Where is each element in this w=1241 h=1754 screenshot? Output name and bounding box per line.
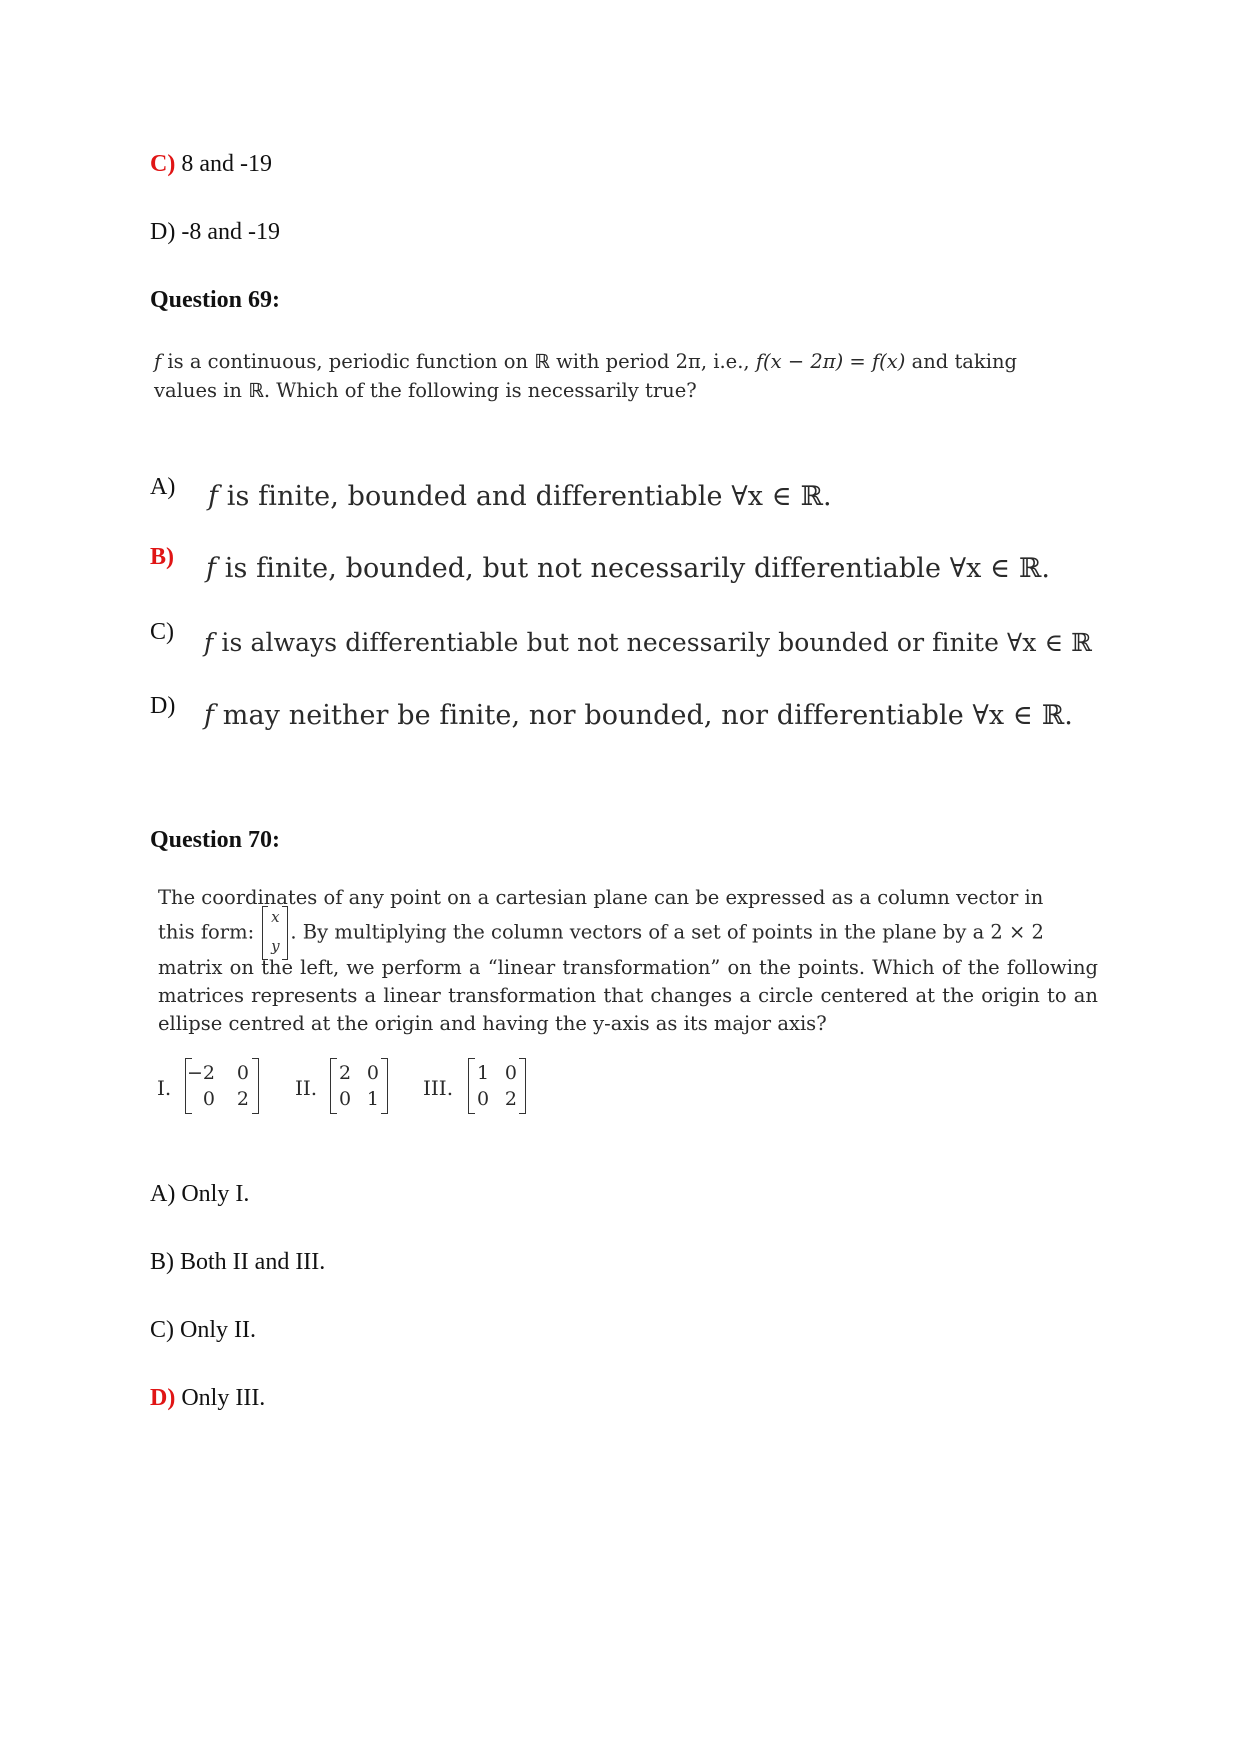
question-69-body — [154, 347, 1017, 405]
option-text: Only I. — [181, 1181, 250, 1207]
option-label: A) — [150, 474, 176, 500]
question-70-heading: Question 70: — [150, 827, 281, 853]
option-text: Both II and III. — [180, 1249, 326, 1275]
option-label: D) — [150, 1385, 176, 1411]
option-text: 8 and -19 — [181, 151, 272, 177]
option-text: f may neither be finite, nor bounded, nor differentiable ∀x ∈ ℝ. — [204, 700, 1073, 731]
q70-option-a — [150, 1182, 249, 1206]
option-label: B) — [150, 1249, 174, 1275]
option-label: C) — [150, 1317, 174, 1343]
matrix-i: −2 0 0 2 — [185, 1058, 259, 1114]
matrix-label: III. — [423, 1076, 454, 1100]
option-text: Only III. — [181, 1385, 266, 1411]
option-label: C) — [150, 619, 174, 645]
question-69-heading: Question 69: — [150, 287, 281, 313]
question-69-body-line-2: values in ℝ. Which of the following is necessarily true? — [154, 379, 697, 402]
matrix-label: I. — [157, 1076, 172, 1100]
column-vector: x y — [262, 906, 288, 960]
option-text: f is finite, bounded and differentiable ∀x ∈ ℝ. — [208, 481, 832, 512]
matrix-label: II. — [295, 1076, 318, 1100]
question-70-body — [158, 883, 1098, 1038]
question-70-body-line-1: The coordinates of any point on a cartesian plane can be expressed as a column vector in — [158, 886, 1044, 909]
prev-option-c — [150, 152, 272, 176]
q70-option-c — [150, 1318, 256, 1342]
option-text: f is always differentiable but not necessarily bounded or finite ∀x ∈ ℝ — [204, 628, 1092, 657]
question-70-body-rest: matrix on the left, we perform a “linear transformation” on the points. Which of the following matrices represents a linear transformation that changes a circle centered at the origin to an ellipse centred at the origin and having the y-axis as its major axis? — [158, 956, 1098, 1035]
prev-option-d — [150, 220, 280, 244]
option-label: D) — [150, 219, 176, 245]
matrix-iii: 1 0 0 2 — [468, 1058, 526, 1114]
q70-option-d — [150, 1386, 265, 1410]
option-label: A) — [150, 1181, 176, 1207]
option-text: f is finite, bounded, but not necessarily differentiable ∀x ∈ ℝ. — [206, 553, 1051, 584]
q70-option-b — [150, 1250, 325, 1274]
question-70-body-line-2: this form: x y . By multiplying the column vectors of a set of points in the plane by a 2 × 2 — [158, 906, 1078, 956]
option-text: Only II. — [180, 1317, 256, 1343]
option-label: B) — [150, 544, 174, 570]
option-label: C) — [150, 151, 176, 177]
option-text: -8 and -19 — [181, 219, 280, 245]
matrix-ii: 2 0 0 1 — [330, 1058, 388, 1114]
option-label: D) — [150, 693, 176, 719]
question-69-body-line-1: f is a continuous, periodic function on ℝ with period 2π, i.e., f(x − 2π) = f(x) and taking — [154, 350, 1018, 373]
